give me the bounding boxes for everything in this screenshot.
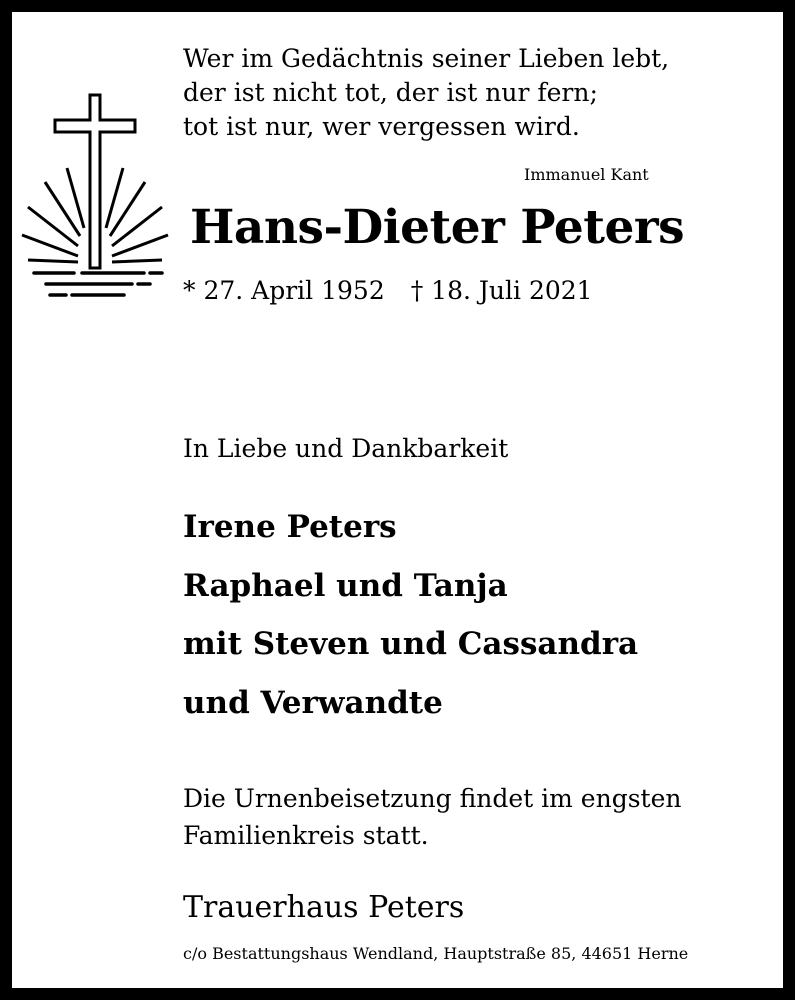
quote-line: der ist nicht tot, der ist nur fern;	[183, 78, 598, 107]
quote-author: Immanuel Kant	[524, 165, 649, 184]
birth-date: * 27. April 1952	[183, 276, 385, 305]
life-dates	[183, 276, 593, 305]
notice-line: Die Urnenbeisetzung findet im engsten	[183, 784, 682, 813]
quote-line: tot ist nur, wer vergessen wird.	[183, 112, 580, 141]
mourner-entry: Irene Peters	[183, 509, 397, 545]
burial-notice	[183, 780, 681, 854]
notice-line: Familienkreis statt.	[183, 821, 429, 850]
mourner-entry: mit Steven und Cassandra	[183, 626, 639, 662]
contact-address: c/o Bestattungshaus Wendland, Hauptstraße 85, 44651 Herne	[183, 944, 689, 963]
epitaph-quote	[183, 42, 669, 144]
mourner-entry: Raphael und Tanja	[183, 567, 508, 604]
quote-line: Wer im Gedächtnis seiner Lieben lebt,	[183, 44, 670, 73]
dedication-line: In Liebe und Dankbarkeit	[183, 434, 509, 463]
mourners-list	[183, 498, 638, 732]
deceased-name: Hans-Dieter Peters	[190, 200, 685, 255]
mourning-house: Trauerhaus Peters	[183, 890, 465, 925]
cross-sunrise-water-icon	[20, 90, 180, 305]
death-date: † 18. Juli 2021	[410, 276, 593, 305]
mourner-entry: und Verwandte	[183, 684, 443, 721]
